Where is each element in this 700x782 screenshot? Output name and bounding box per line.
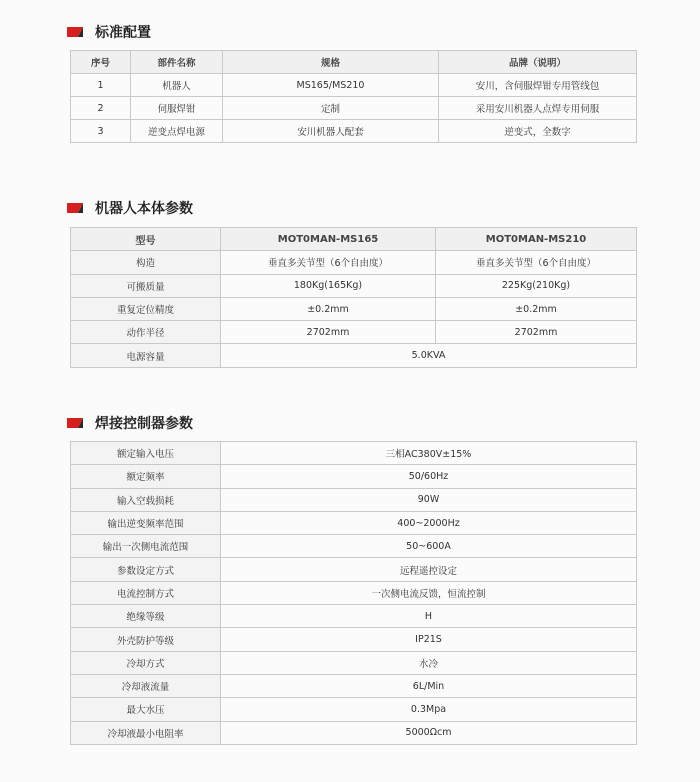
table-cell: 180Kg(165Kg) (221, 274, 436, 297)
table-cell: 电源容量 (71, 344, 221, 367)
table-cell: ±0.2mm (221, 297, 436, 320)
table-cell: 重复定位精度 (71, 297, 221, 320)
header-cell: 部件名称 (131, 51, 223, 74)
table-row (71, 120, 637, 143)
table-cell: 伺服焊钳 (131, 97, 223, 120)
table-cell: 5.0KVA (221, 344, 637, 367)
red-marker-icon (67, 27, 83, 37)
table-cell: 最大水压 (71, 698, 221, 721)
table-cell: 90W (221, 488, 637, 511)
table-cell: 动作半径 (71, 321, 221, 344)
table-cell: 50/60Hz (221, 465, 637, 488)
table-cell: 输出一次侧电流范围 (71, 535, 221, 558)
table-cell: 参数设定方式 (71, 558, 221, 581)
section-title-text: 焊接控制器参数 (95, 416, 193, 432)
table-cell: 逆变式，全数字 (439, 120, 637, 143)
header-cell: 规格 (223, 51, 439, 74)
table-cell: 一次侧电流反馈，恒流控制 (221, 581, 637, 604)
table-cell: 外壳防护等级 (71, 628, 221, 651)
table-row (71, 674, 637, 697)
table-cell: 400~2000Hz (221, 511, 637, 534)
table-row (71, 605, 637, 628)
table-row (71, 74, 637, 97)
table-row (71, 488, 637, 511)
red-marker-icon (67, 418, 83, 428)
table-row (71, 511, 637, 534)
table-cell: 定制 (223, 97, 439, 120)
table-cell: 冷却液最小电阻率 (71, 721, 221, 744)
red-marker-icon (67, 203, 83, 213)
section-title-robot (67, 198, 193, 218)
table-cell: IP21S (221, 628, 637, 651)
table-row (71, 97, 637, 120)
table-cell: 2 (71, 97, 131, 120)
table-row (71, 274, 637, 297)
table-row (71, 628, 637, 651)
header-cell: MOT0MAN-MS210 (436, 228, 637, 251)
section-title-controller (67, 413, 193, 433)
table-cell: ±0.2mm (436, 297, 637, 320)
table-row (71, 251, 637, 274)
table-row (71, 442, 637, 465)
table-header-row (71, 228, 637, 251)
table-cell: 安川，含伺服焊钳专用管线包 (439, 74, 637, 97)
table-cell: 5000Ωcm (221, 721, 637, 744)
table-row (71, 581, 637, 604)
table-cell: 输入空载损耗 (71, 488, 221, 511)
table-cell: 0.3Mpa (221, 698, 637, 721)
table-row (71, 651, 637, 674)
table-cell: 额定输入电压 (71, 442, 221, 465)
section-title-text: 标准配置 (95, 25, 151, 41)
table-row (71, 297, 637, 320)
table-row (71, 321, 637, 344)
table-row (71, 698, 637, 721)
table-cell: 安川机器人配套 (223, 120, 439, 143)
table-cell: 构造 (71, 251, 221, 274)
header-cell: 序号 (71, 51, 131, 74)
table-header-row (71, 51, 637, 74)
table-cell: 2702mm (221, 321, 436, 344)
config-table (70, 50, 637, 143)
table-cell: 采用安川机器人点焊专用伺服 (439, 97, 637, 120)
table-cell: 远程遥控设定 (221, 558, 637, 581)
table-row (71, 344, 637, 367)
table-cell: 机器人 (131, 74, 223, 97)
table-cell: 1 (71, 74, 131, 97)
section-title-config (67, 22, 151, 42)
table-cell: 水冷 (221, 651, 637, 674)
table-cell: 垂直多关节型（6个自由度） (221, 251, 436, 274)
table-cell: 三相AC380V±15% (221, 442, 637, 465)
header-cell: 型号 (71, 228, 221, 251)
table-cell: 225Kg(210Kg) (436, 274, 637, 297)
controller-params-table (70, 441, 637, 745)
table-row (71, 721, 637, 744)
table-cell: 输出逆变频率范围 (71, 511, 221, 534)
table-cell: MS165/MS210 (223, 74, 439, 97)
table-cell: 额定频率 (71, 465, 221, 488)
table-cell: 绝缘等级 (71, 605, 221, 628)
table-cell: 6L/Min (221, 674, 637, 697)
header-cell: MOT0MAN-MS165 (221, 228, 436, 251)
table-cell: 垂直多关节型（6个自由度） (436, 251, 637, 274)
table-cell: 可搬质量 (71, 274, 221, 297)
table-cell: 逆变点焊电源 (131, 120, 223, 143)
table-cell: 电流控制方式 (71, 581, 221, 604)
table-cell: 50~600A (221, 535, 637, 558)
table-row (71, 558, 637, 581)
header-cell: 品牌（说明） (439, 51, 637, 74)
table-row (71, 535, 637, 558)
table-cell: 冷却方式 (71, 651, 221, 674)
table-cell: 冷却液流量 (71, 674, 221, 697)
table-cell: H (221, 605, 637, 628)
table-cell: 3 (71, 120, 131, 143)
table-row (71, 465, 637, 488)
section-title-text: 机器人本体参数 (95, 201, 193, 217)
robot-params-table (70, 227, 637, 368)
table-cell: 2702mm (436, 321, 637, 344)
